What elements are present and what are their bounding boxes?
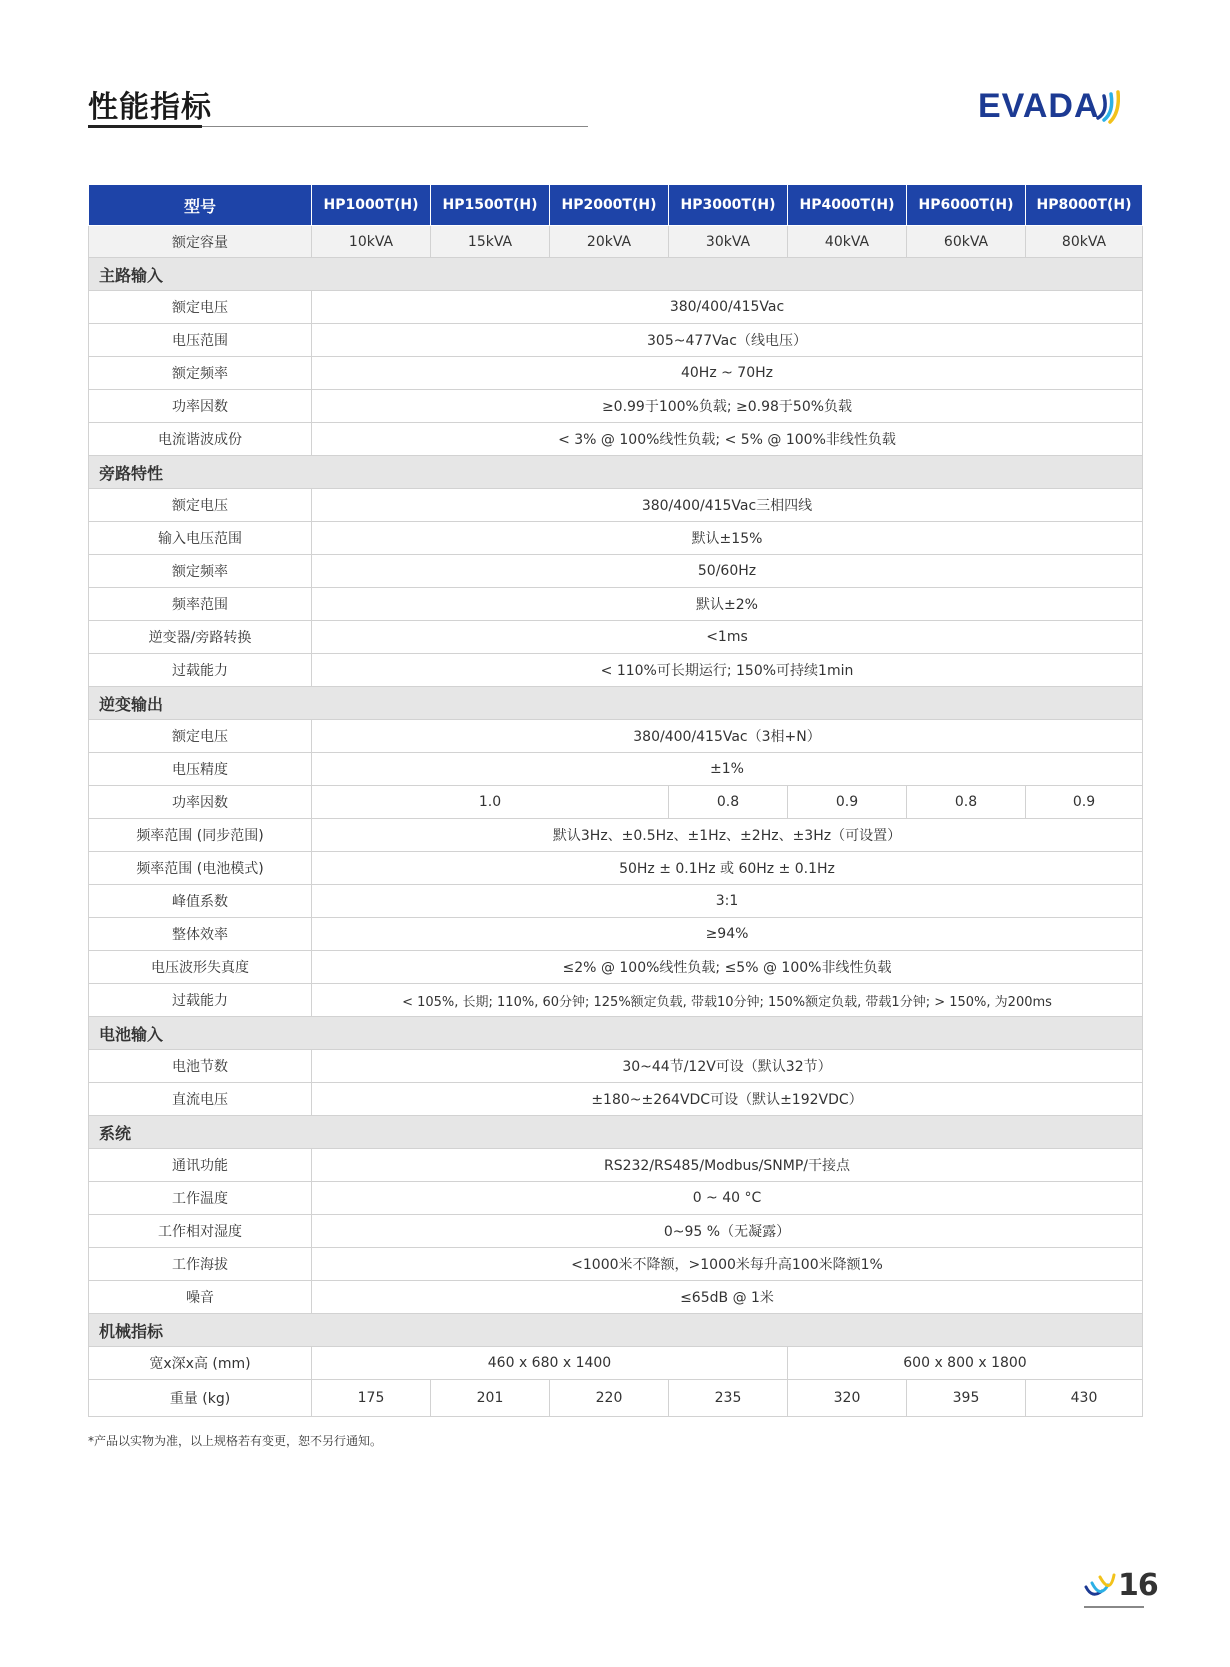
evada-logo [978, 86, 1120, 126]
model-name: HP6000T(H) [907, 185, 1026, 226]
row-value: 默认±15% [312, 522, 1143, 555]
page-title: 性能指标 [88, 90, 212, 125]
row-label: 电流谐波成份 [89, 423, 312, 456]
row-label: 电压范围 [89, 324, 312, 357]
capacity-value: 10kVA [312, 226, 431, 258]
page-number-underline [1084, 1606, 1144, 1608]
table-row [89, 1050, 1143, 1083]
row-label: 频率范围 (同步范围) [89, 819, 312, 852]
capacity-value: 30kVA [669, 226, 788, 258]
row-value: < 3% @ 100%线性负载; < 5% @ 100%非线性负载 [312, 423, 1143, 456]
model-name: HP4000T(H) [788, 185, 907, 226]
table-row [89, 489, 1143, 522]
row-value: < 110%可长期运行; 150%可持续1min [312, 654, 1143, 687]
model-name: HP1500T(H) [431, 185, 550, 226]
section-title: 逆变输出 [89, 687, 1143, 720]
row-value: 395 [907, 1380, 1026, 1417]
row-value: 460 x 680 x 1400 [312, 1347, 788, 1380]
row-value: 235 [669, 1380, 788, 1417]
row-value: 0.8 [907, 786, 1026, 819]
row-value: 380/400/415Vac（3相+N） [312, 720, 1143, 753]
row-value: 201 [431, 1380, 550, 1417]
model-name: HP3000T(H) [669, 185, 788, 226]
row-value: <1000米不降额，>1000米每升高100米降额1% [312, 1248, 1143, 1281]
section-title: 机械指标 [89, 1314, 1143, 1347]
table-row [89, 753, 1143, 786]
table-row [89, 1182, 1143, 1215]
row-value: 0.8 [669, 786, 788, 819]
logo-text: EVADA [978, 86, 1100, 125]
table-row [89, 324, 1143, 357]
table-row [89, 852, 1143, 885]
row-value: 40Hz ~ 70Hz [312, 357, 1143, 390]
table-row [89, 984, 1143, 1017]
table-row [89, 423, 1143, 456]
row-value: 0~95 %（无凝露） [312, 1215, 1143, 1248]
row-label: 电压波形失真度 [89, 951, 312, 984]
row-label: 工作海拔 [89, 1248, 312, 1281]
row-value: 305~477Vac（线电压） [312, 324, 1143, 357]
row-label: 过载能力 [89, 984, 312, 1017]
row-value: 50/60Hz [312, 555, 1143, 588]
row-value: 320 [788, 1380, 907, 1417]
section-header [89, 456, 1143, 489]
row-label: 电压精度 [89, 753, 312, 786]
row-value: 600 x 800 x 1800 [788, 1347, 1143, 1380]
row-label: 输入电压范围 [89, 522, 312, 555]
row-label: 额定电压 [89, 291, 312, 324]
section-header [89, 1314, 1143, 1347]
row-value: 3:1 [312, 885, 1143, 918]
section-header [89, 1116, 1143, 1149]
row-value: ≤2% @ 100%线性负载; ≤5% @ 100%非线性负载 [312, 951, 1143, 984]
row-value: 0.9 [1026, 786, 1143, 819]
signal-waves-icon [1084, 1571, 1118, 1601]
row-label: 重量 (kg) [89, 1380, 312, 1417]
table-row [89, 1347, 1143, 1380]
row-value: <1ms [312, 621, 1143, 654]
row-value: 默认3Hz、±0.5Hz、±1Hz、±2Hz、±3Hz（可设置） [312, 819, 1143, 852]
table-row [89, 951, 1143, 984]
table-row [89, 1149, 1143, 1182]
table-row [89, 819, 1143, 852]
row-label: 工作温度 [89, 1182, 312, 1215]
row-label: 功率因数 [89, 390, 312, 423]
capacity-row [89, 226, 1143, 258]
table-row [89, 1281, 1143, 1314]
row-value: < 105%, 长期; 110%, 60分钟; 125%额定负载, 带载10分钟; 150%额定负载, 带载1分钟; > 150%, 为200ms [312, 984, 1143, 1017]
section-header [89, 1017, 1143, 1050]
title-divider-accent [88, 125, 202, 128]
row-value: 220 [550, 1380, 669, 1417]
section-header [89, 687, 1143, 720]
row-value: 默认±2% [312, 588, 1143, 621]
row-value: 0 ~ 40 °C [312, 1182, 1143, 1215]
section-title: 电池输入 [89, 1017, 1143, 1050]
model-label: 型号 [89, 185, 312, 226]
capacity-value: 20kVA [550, 226, 669, 258]
capacity-value: 60kVA [907, 226, 1026, 258]
row-label: 噪音 [89, 1281, 312, 1314]
row-value: ≥0.99于100%负载; ≥0.98于50%负载 [312, 390, 1143, 423]
table-row [89, 1215, 1143, 1248]
row-value: 380/400/415Vac [312, 291, 1143, 324]
row-label: 通讯功能 [89, 1149, 312, 1182]
table-row [89, 291, 1143, 324]
capacity-value: 80kVA [1026, 226, 1143, 258]
table-row [89, 918, 1143, 951]
table-row [89, 555, 1143, 588]
row-value: ≤65dB @ 1米 [312, 1281, 1143, 1314]
row-label: 工作相对湿度 [89, 1215, 312, 1248]
row-value: ±180~±264VDC可设（默认±192VDC） [312, 1083, 1143, 1116]
page-number: 16 [1118, 1568, 1158, 1603]
model-name: HP1000T(H) [312, 185, 431, 226]
table-row [89, 1380, 1143, 1417]
row-label: 整体效率 [89, 918, 312, 951]
section-title: 旁路特性 [89, 456, 1143, 489]
row-label: 额定频率 [89, 357, 312, 390]
row-value: ≥94% [312, 918, 1143, 951]
footnote: *产品以实物为准，以上规格若有变更，恕不另行通知。 [88, 1434, 383, 1448]
row-label: 额定电压 [89, 720, 312, 753]
row-label: 频率范围 [89, 588, 312, 621]
table-row [89, 588, 1143, 621]
row-value: 1.0 [312, 786, 669, 819]
capacity-value: 15kVA [431, 226, 550, 258]
signal-waves-icon [1094, 88, 1120, 124]
row-label: 宽x深x高 (mm) [89, 1347, 312, 1380]
section-title: 系统 [89, 1116, 1143, 1149]
header-row [89, 185, 1143, 226]
table-row [89, 390, 1143, 423]
row-label: 逆变器/旁路转换 [89, 621, 312, 654]
row-label: 峰值系数 [89, 885, 312, 918]
row-value: RS232/RS485/Modbus/SNMP/干接点 [312, 1149, 1143, 1182]
table-row [89, 1083, 1143, 1116]
row-value: 0.9 [788, 786, 907, 819]
table-row [89, 654, 1143, 687]
table-row [89, 720, 1143, 753]
row-label: 过载能力 [89, 654, 312, 687]
row-value: ±1% [312, 753, 1143, 786]
row-label: 额定电压 [89, 489, 312, 522]
row-label: 频率范围 (电池模式) [89, 852, 312, 885]
table-row [89, 1248, 1143, 1281]
row-value: 175 [312, 1380, 431, 1417]
row-value: 380/400/415Vac三相四线 [312, 489, 1143, 522]
table-row [89, 522, 1143, 555]
model-name: HP2000T(H) [550, 185, 669, 226]
row-label: 额定频率 [89, 555, 312, 588]
row-label: 直流电压 [89, 1083, 312, 1116]
row-label: 额定容量 [89, 226, 312, 258]
section-header [89, 258, 1143, 291]
row-label: 电池节数 [89, 1050, 312, 1083]
row-value: 50Hz ± 0.1Hz 或 60Hz ± 0.1Hz [312, 852, 1143, 885]
table-row [89, 621, 1143, 654]
page-number-block [1084, 1568, 1158, 1603]
table-row [89, 885, 1143, 918]
model-name: HP8000T(H) [1026, 185, 1143, 226]
table-row [89, 357, 1143, 390]
spec-table [88, 184, 1143, 1417]
row-value: 30~44节/12V可设（默认32节） [312, 1050, 1143, 1083]
table-row [89, 786, 1143, 819]
row-value: 430 [1026, 1380, 1143, 1417]
row-label: 功率因数 [89, 786, 312, 819]
section-title: 主路输入 [89, 258, 1143, 291]
capacity-value: 40kVA [788, 226, 907, 258]
